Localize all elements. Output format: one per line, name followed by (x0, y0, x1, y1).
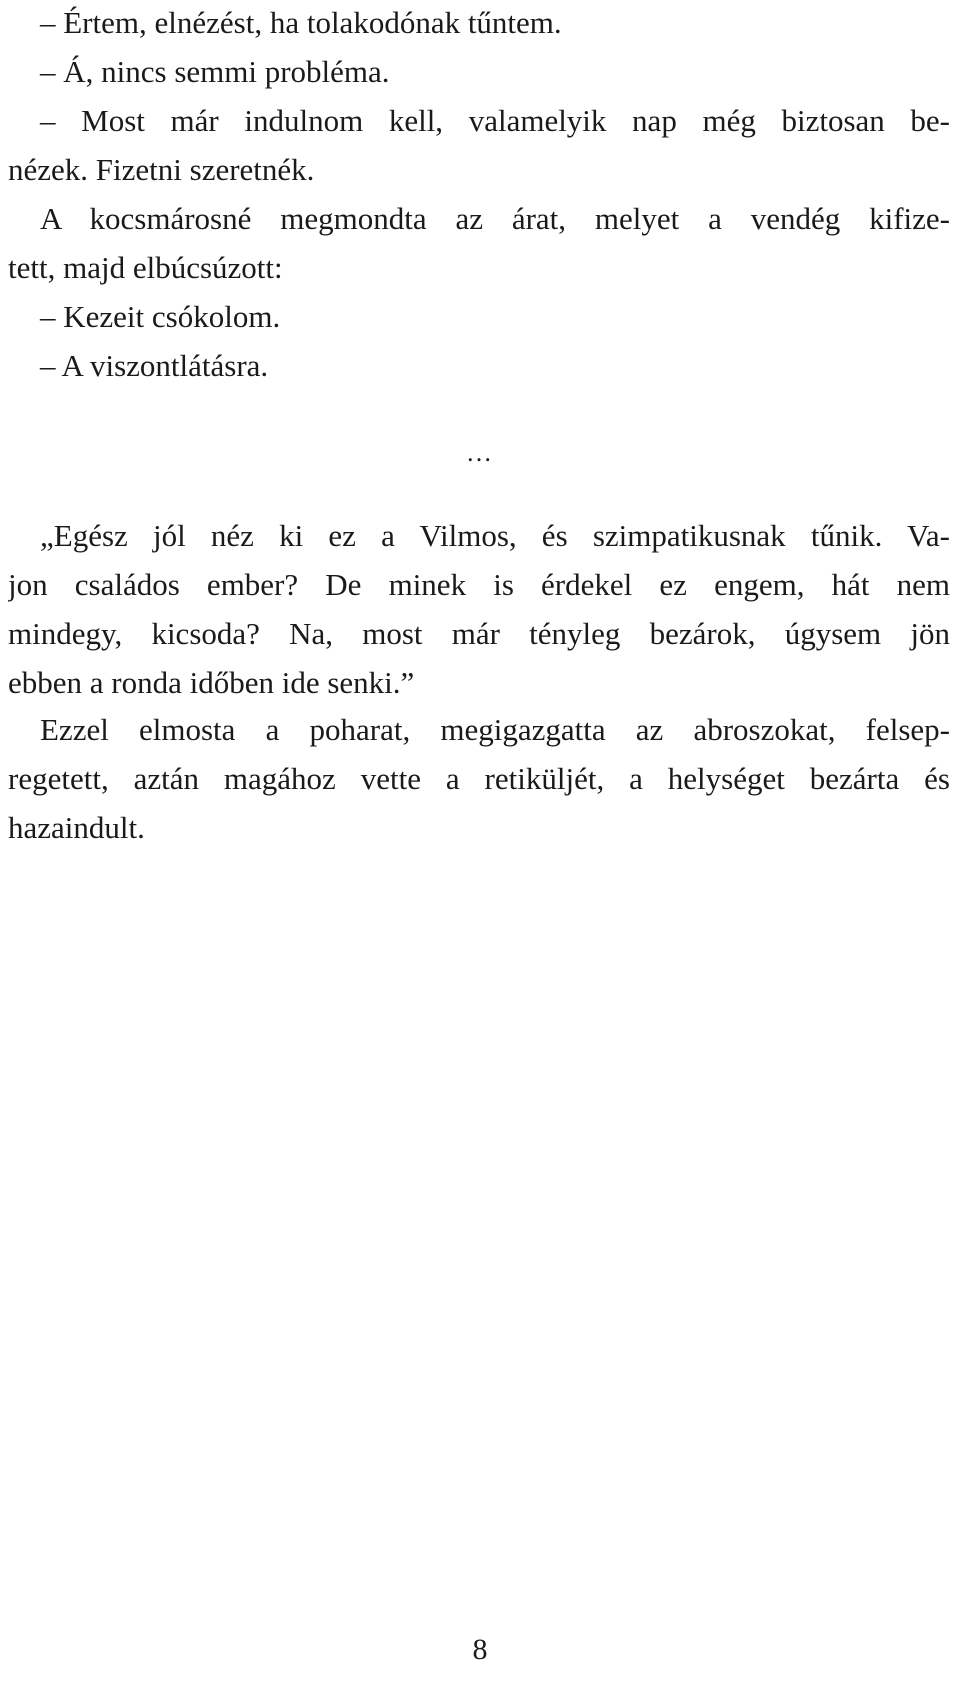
paragraph-line: mindegy, kicsoda? Na, most már tényleg bezárok, úgysem jön (8, 616, 950, 651)
dialogue-line: – Most már indulnom kell, valamelyik nap még biztosan be- (40, 103, 950, 138)
paragraph-line: jon családos ember? De minek is érdekel ez engem, hát nem (8, 567, 950, 602)
page-number: 8 (472, 1633, 488, 1666)
dialogue-line: – Á, nincs semmi probléma. (40, 54, 390, 89)
dialogue-line: – Értem, elnézést, ha tolakodónak tűntem. (40, 5, 562, 40)
paragraph-line: hazaindult. (8, 810, 145, 845)
dialogue-line: – A viszontlátásra. (40, 348, 269, 383)
narration-line: tett, majd elbúcsúzott: (8, 250, 283, 285)
dialogue-line: – Kezeit csókolom. (40, 299, 281, 334)
paragraph-line: Ezzel elmosta a poharat, megigazgatta az abroszokat, felsep- (40, 712, 950, 747)
paragraph-line: regetett, aztán magához vette a retiküljét, a helységet bezárta és (8, 761, 950, 796)
section-separator: … (466, 438, 494, 467)
closing-paragraph (8, 705, 950, 852)
thought-paragraph (8, 511, 950, 707)
dialogue-line: nézek. Fizetni szeretnék. (8, 152, 315, 187)
narration-line: A kocsmárosné megmondta az árat, melyet a vendég kifize- (40, 201, 950, 236)
dialogue-section (8, 0, 950, 390)
paragraph-line: „Egész jól néz ki ez a Vilmos, és szimpatikusnak tűnik. Va- (40, 518, 950, 553)
paragraph-line: ebben a ronda időben ide senki.” (8, 665, 415, 700)
